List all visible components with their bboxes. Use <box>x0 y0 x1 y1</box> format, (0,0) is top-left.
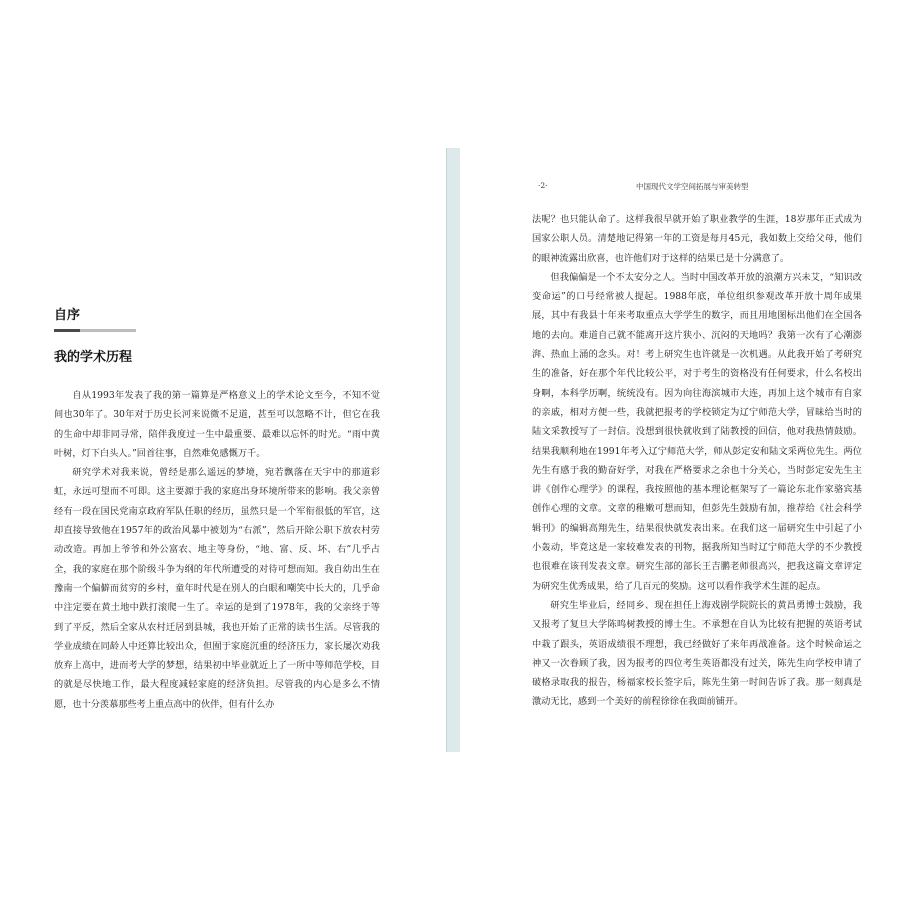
section-title: 自序 <box>54 308 81 323</box>
paragraph: 法呢？也只能认命了。这样我很早就开始了职业教学的生涯，18岁那年正式成为国家公职人员。清楚地记得第一年的工资是每月45元，我如数上交给父母，他们的眼神流露出欣喜，也许他们对于这样的结果已是十分满意了。 <box>532 214 862 264</box>
paragraph: 研究生毕业后，经同乡、现在担任上海戏剧学院院长的黄昌勇博士鼓励，我又报考了复旦大学陈鸣树教授的博士生。不承想在自认为比较有把握的英语考试中栽了跟头，英语成绩很不理想，我已经做好了来年再战准备。这个时候命运之神又一次眷顾了我，因为报考的四位考生英语都没有过关，陈先生向学校申请了破格录取我的报告，杨福家校长签字后，陈先生第一时间告诉了我。那一刻真是激动无比，感到一个美好的前程徐徐在我面前铺开。 <box>532 599 862 708</box>
chapter-title: 我的学术历程 <box>54 350 133 365</box>
title-underline <box>54 329 136 332</box>
paragraph: 但我偏偏是一个不太安分之人。当时中国改革开放的浪潮方兴未艾，“知识改变命运”的口号经常被人提起。1988年底，单位组织参观改革开放十周年成果展，其中有我县十年来考取重点大学学生的数字，而且用地图标出他们在全国各地的去向。难道自己就不能离开这片狭小、沉闷的天地吗？我第一次有了心潮澎湃、热血上涌的念头。对！考上研究生也许就是一次机遇。从此我开始了考研究生的准备，好在那个年代比较公平，对于考生的资格没有任何要求，什么名校出身啊，本科学历啊，统统没有。因为向往海滨城市大连，再加上这个城市有自家的亲戚，相对方便一些，我就把报考的学校锁定为辽宁师范大学，冒昧给当时的陆文采教授写了一封信。没想到很快就收到了陆教授的回信，他对我热情鼓励。结果我顺利地在1991年考入辽宁师范大学，师从彭定安和陆文采两位先生。两位先生有感于我的勤奋好学，对我在严格要求之余也十分关心，当时彭定安先生主讲《创作心理学》的课程，我按照他的基本理论框架写了一篇论东北作家骆宾基创作心理的文章。文章的稚嫩可想而知，但彭先生鼓励有加，推荐给《社会科学辑刊》的编辑高翔先生，结果很快就发表出来。在我们这一届研究生中引起了小小轰动，毕竟这是一家较难发表的刊物，据我所知当时辽宁师范大学的不少教授也很难在该刊发表文章。研究生部的部长王吉鹏老师很高兴，把我这篇文章评定为研究生优秀成果，给了几百元的奖励。这可以看作我学术生涯的起点。 <box>532 271 862 592</box>
page-number: ·2· <box>538 181 548 190</box>
left-page <box>0 0 445 900</box>
running-head-title: 中国现代文学空间拓展与审美转型 <box>636 182 749 191</box>
right-page-body <box>532 210 862 712</box>
paragraph: 自从1993年发表了我的第一篇算是严格意义上的学术论文至今，不知不觉间也30年了。30年对于历史长河来说微不足道，甚至可以忽略不计，但它在我的生命中却非同寻常，陪伴我度过一生中最重要、最难以忘怀的时光。“雨中黄叶树，灯下白头人。”回首往事，自然难免感慨万千。 <box>54 390 380 459</box>
running-head <box>532 181 862 193</box>
paragraph: 研究学术对我来说，曾经是那么遥远的梦境，宛若飘落在天宇中的那道彩虹，永远可望而不可即。这主要源于我的家庭出身环境所带来的影响。我父亲曾经有一段在国民党南京政府军队任职的经历，虽然只是一个军衔很低的军官，这却直接导致他在1957年的政治风暴中被划为“右派”，然后开除公职下放农村劳动改造。再加上爷爷和外公富农、地主等身份，“地、富、反、坏、右”几乎占全，我的家庭在那个阶级斗争为纲的年代所遭受的对待可想而知。我自幼出生在豫南一个偏僻而贫穷的乡村，童年时代是在别人的白眼和嘲笑中长大的，几乎命中注定要在黄土地中跌打滚爬一生了。幸运的是到了1978年，我的父亲终于等到了平反，然后全家从农村迁居到县城，我也开始了正常的读书生活。尽管我的学业成绩在同龄人中还算比较出众，但囿于家庭沉重的经济压力，家长屡次劝我放弃上高中，进而考大学的梦想，结果初中毕业就近上了一所中等师范学校，目的就是尽快地工作，最大程度减轻家庭的经济负担。尽管我的内心是多么不情愿，也十分羡慕那些考上重点高中的伙伴，但有什么办 <box>54 467 380 710</box>
left-page-body <box>54 386 380 714</box>
